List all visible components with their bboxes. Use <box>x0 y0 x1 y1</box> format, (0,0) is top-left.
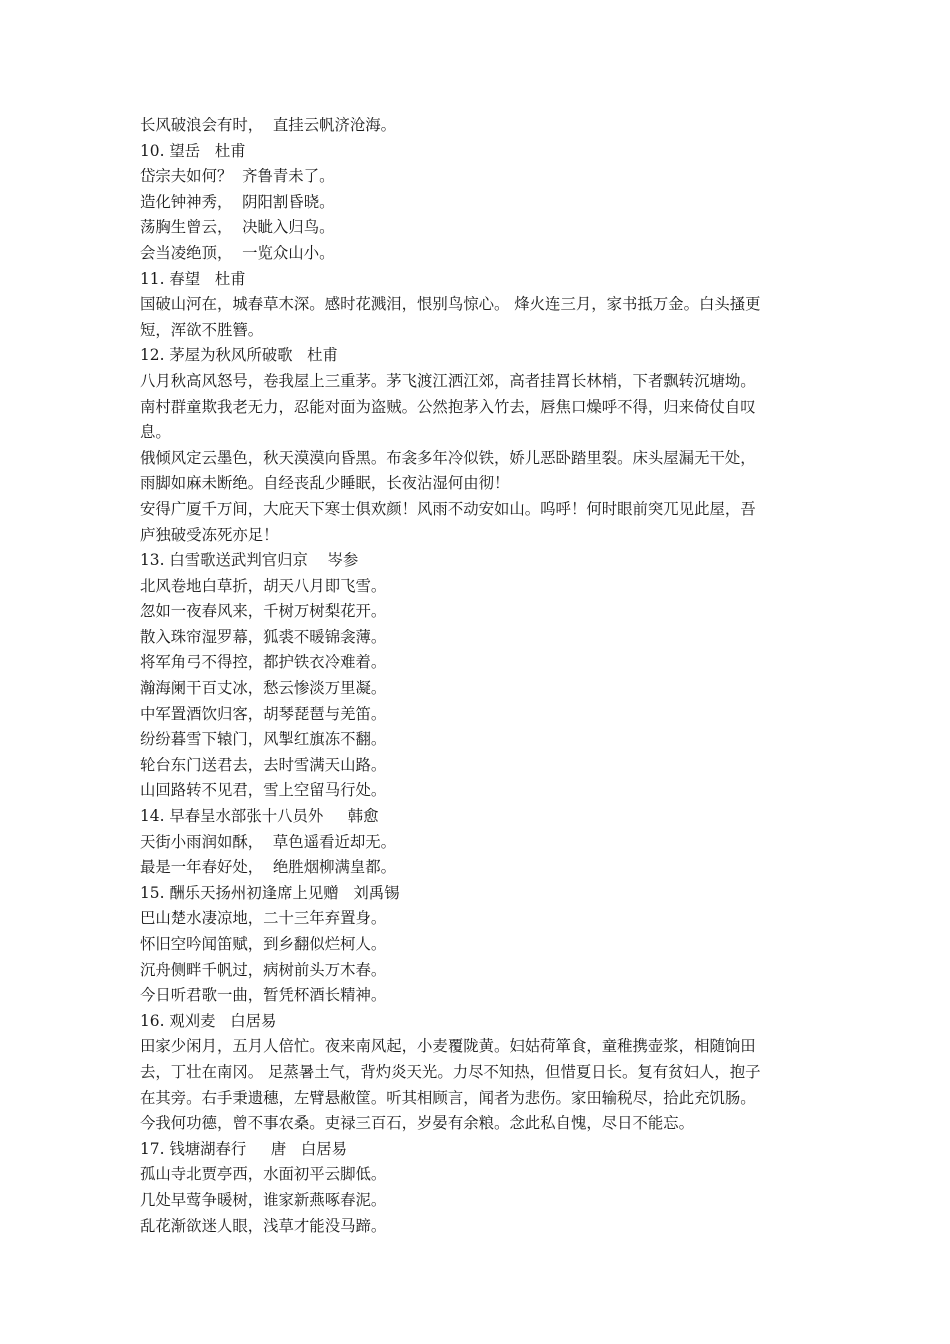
text-line: 13. 白雪歌送武判官归京 岑参 <box>140 551 359 570</box>
text-line: 造化钟神秀， 阴阳割昏晓。 <box>140 192 335 211</box>
text-line: 15. 酬乐天扬州初逢席上见赠 刘禹锡 <box>140 883 400 902</box>
text-line: 北风卷地白草折，胡天八月即飞雪。 <box>140 576 387 595</box>
text-line: 八月秋高风怒号，卷我屋上三重茅。茅飞渡江洒江郊，高者挂罥长林梢，下者飘转沉塘坳。 <box>140 371 756 390</box>
text-line: 乱花渐欲迷人眼，浅草才能没马蹄。 <box>140 1216 387 1235</box>
text-line: 散入珠帘湿罗幕，狐裘不暖锦衾薄。 <box>140 627 387 646</box>
text-line: 在其旁。右手秉遗穗，左臂悬敝筐。听其相顾言，闻者为悲伤。家田输税尽，拾此充饥肠。 <box>140 1088 756 1107</box>
text-line: 16. 观刈麦 白居易 <box>140 1011 277 1030</box>
text-line: 天街小雨润如酥， 草色遥看近却无。 <box>140 832 397 851</box>
text-line: 12. 茅屋为秋风所破歌 杜甫 <box>140 346 338 365</box>
text-line: 国破山河在，城春草木深。感时花溅泪，恨别鸟惊心。 烽火连三月，家书抵万金。白头搔更 <box>140 295 761 314</box>
text-line: 怀旧空吟闻笛赋，到乡翻似烂柯人。 <box>140 935 387 953</box>
text-line: 忽如一夜春风来，千树万树梨花开。 <box>140 602 387 621</box>
text-line: 长风破浪会有时， 直挂云帆济沧海。 <box>140 116 397 134</box>
document-body <box>140 113 820 1239</box>
text-line: 去，丁壮在南冈。 足蒸暑土气，背灼炎天光。力尽不知热，但惜夏日长。复有贫妇人，抱子 <box>140 1062 761 1081</box>
text-line: 庐独破受冻死亦足！ <box>140 525 279 544</box>
text-line: 将军角弓不得控，都护铁衣冷难着。 <box>140 653 387 672</box>
text-line: 17. 钱塘湖春行 唐 白居易 <box>140 1139 348 1158</box>
text-line: 10. 望岳 杜甫 <box>140 141 246 160</box>
text-line: 短，浑欲不胜簪。 <box>140 320 264 339</box>
text-line: 沉舟侧畔千帆过，病树前头万木春。 <box>140 960 387 979</box>
text-line: 息。 <box>140 423 171 442</box>
text-line: 今日听君歌一曲，暂凭杯酒长精神。 <box>140 986 387 1005</box>
text-line: 俄倾风定云墨色，秋天漠漠向昏黑。布衾多年冷似铁，娇儿恶卧踏里裂。床头屋漏无干处， <box>140 448 756 467</box>
text-line: 荡胸生曾云， 决眦入归鸟。 <box>140 218 335 237</box>
text-line: 瀚海阑干百丈冰，愁云惨淡万里凝。 <box>140 679 387 698</box>
text-line: 山回路转不见君，雪上空留马行处。 <box>140 781 387 800</box>
text-line: 中军置酒饮归客，胡琴琵琶与羌笛。 <box>140 704 387 723</box>
text-line: 几处早莺争暖树，谁家新燕啄春泥。 <box>140 1190 387 1209</box>
text-line: 11. 春望 杜甫 <box>140 269 246 288</box>
text-line: 巴山楚水凄凉地，二十三年弃置身。 <box>140 909 387 928</box>
text-line: 纷纷暮雪下辕门，风掣红旗冻不翻。 <box>140 730 387 749</box>
text-line: 14. 早春呈水部张十八员外 韩愈 <box>140 807 379 826</box>
text-line: 最是一年春好处， 绝胜烟柳满皇都。 <box>140 858 397 877</box>
text-line: 孤山寺北贾亭西，水面初平云脚低。 <box>140 1165 387 1184</box>
text-line: 安得广厦千万间，大庇天下寒士俱欢颜！风雨不动安如山。呜呼！何时眼前突兀见此屋，吾 <box>140 499 756 518</box>
text-line: 轮台东门送君去，去时雪满天山路。 <box>140 755 387 774</box>
text-line: 岱宗夫如何？ 齐鲁青未了。 <box>140 167 335 186</box>
text-line: 今我何功德，曾不事农桑。吏禄三百石，岁晏有余粮。念此私自愧，尽日不能忘。 <box>140 1114 695 1133</box>
text-line: 南村群童欺我老无力，忍能对面为盗贼。公然抱茅入竹去，唇焦口燥呼不得，归来倚仗自叹 <box>140 397 756 416</box>
text-line: 会当凌绝顶， 一览众山小。 <box>140 243 335 262</box>
text-line: 雨脚如麻未断绝。自经丧乱少睡眠，长夜沾湿何由彻！ <box>140 474 510 493</box>
text-line: 田家少闲月，五月人倍忙。夜来南风起，小麦覆陇黄。妇姑荷箪食，童稚携壶浆，相随饷田 <box>140 1037 756 1056</box>
